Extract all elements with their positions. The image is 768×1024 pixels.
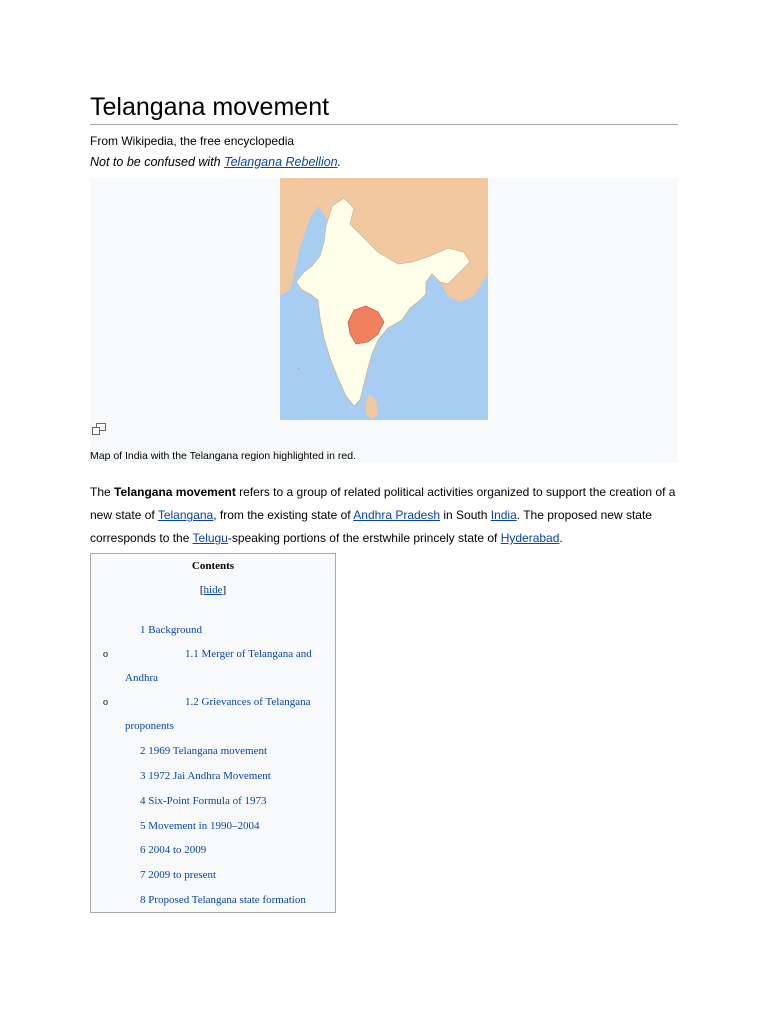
- link-india[interactable]: India: [490, 508, 517, 522]
- toc-item-jai-andhra[interactable]: 3 1972 Jai Andhra Movement: [140, 770, 271, 782]
- link-hyderabad[interactable]: Hyderabad: [500, 531, 560, 545]
- hatnote-suffix: .: [337, 155, 342, 169]
- toc-item-2004-2009[interactable]: 6 2004 to 2009: [140, 844, 207, 856]
- toc-bullet: o: [103, 697, 108, 708]
- toc-title: Contents: [191, 560, 235, 572]
- intro-text: The: [90, 485, 115, 499]
- toc-item-merger[interactable]: 1.1 Merger of Telangana and: [185, 648, 312, 660]
- intro-paragraph: [90, 481, 690, 550]
- table-of-contents: [90, 553, 336, 913]
- toc-toggle: [91, 584, 335, 596]
- link-telugu[interactable]: Telugu: [192, 531, 228, 545]
- toc-item-six-point-formula[interactable]: 4 Six-Point Formula of 1973: [140, 795, 267, 807]
- hatnote-prefix: Not to be confused with: [90, 155, 225, 169]
- hatnote-link-telangana-rebellion[interactable]: Telangana Rebellion: [224, 155, 338, 169]
- toc-item-movement-1990-2004[interactable]: 5 Movement in 1990–2004: [140, 820, 260, 832]
- intro-text: .: [559, 531, 563, 545]
- toc-hide-link[interactable]: hide: [203, 584, 223, 596]
- hatnote: [90, 155, 341, 169]
- toc-toggle-bracket: [: [199, 584, 204, 596]
- intro-text: -speaking portions of the erstwhile princely state of: [227, 531, 501, 545]
- toc-item-background[interactable]: 1 Background: [140, 624, 203, 636]
- intro-text: in South: [440, 508, 491, 522]
- toc-item-2009-present[interactable]: 7 2009 to present: [140, 869, 217, 881]
- map-caption: Map of India with the Telangana region highlighted in red.: [90, 450, 356, 462]
- intro-bold-term: Telangana movement: [114, 485, 236, 499]
- toc-item-state-formation[interactable]: 8 Proposed Telangana state formation: [140, 894, 306, 906]
- intro-text: , from the existing state of: [213, 508, 354, 522]
- toc-item-merger-cont[interactable]: Andhra: [125, 672, 158, 684]
- link-telangana[interactable]: Telangana: [157, 508, 214, 522]
- link-andhra-pradesh[interactable]: Andhra Pradesh: [353, 508, 441, 522]
- site-tagline: From Wikipedia, the free encyclopedia: [90, 134, 295, 148]
- intro-text: refers to a group of related political activities organized to support the creation of a new state of: [90, 485, 676, 522]
- toc-bullet: o: [103, 649, 108, 660]
- magnify-clip-icon[interactable]: [92, 423, 106, 435]
- toc-item-grievances-cont[interactable]: proponents: [125, 720, 174, 732]
- map-figure: [90, 178, 678, 463]
- intro-text: . The proposed new state corresponds to the: [90, 508, 652, 545]
- india-map-image[interactable]: [280, 178, 488, 420]
- toc-item-grievances[interactable]: 1.2 Grievances of Telangana: [185, 696, 311, 708]
- page-title: Telangana movement: [90, 92, 678, 125]
- toc-item-1969-movement[interactable]: 2 1969 Telangana movement: [140, 745, 268, 757]
- toc-toggle-bracket: ]: [222, 584, 227, 596]
